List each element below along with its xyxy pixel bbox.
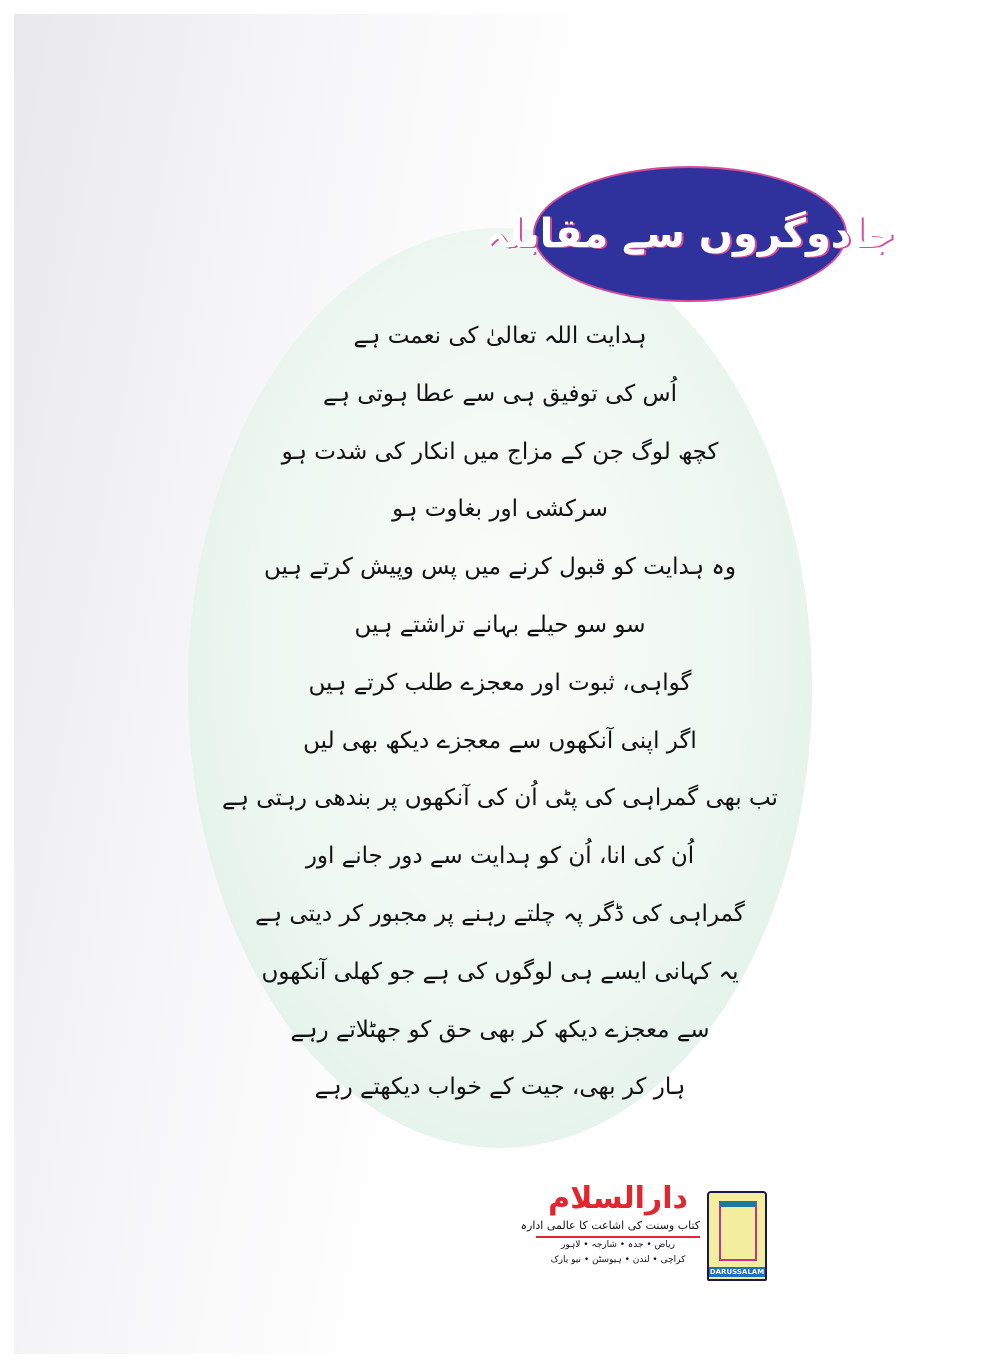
publisher-block <box>520 1180 700 1268</box>
blurb-line: گواہی، ثبوت اور معجزے طلب کرتے ہیں <box>308 669 692 696</box>
publisher-tagline: کتاب وسنت کی اشاعت کا عالمی ادارہ <box>536 1218 700 1238</box>
blurb-line: وہ ہدایت کو قبول کرنے میں پس وپیش کرتے ہیں <box>264 554 736 581</box>
blurb-line: اُس کی توفیق ہی سے عطا ہوتی ہے <box>322 380 678 407</box>
blurb-line: گمراہی کی ڈگر پہ چلتے رہنے پر مجبور کر دیتی ہے <box>255 900 745 927</box>
publisher-name: دارالسلام <box>548 1181 688 1216</box>
blurb <box>150 316 850 1125</box>
book-emblem-icon <box>719 1201 757 1261</box>
darussalam-logo-icon <box>707 1191 767 1281</box>
blurb-line: اگر اپنی آنکھوں سے معجزے دیکھ بھی لیں <box>303 727 697 754</box>
publisher-cities: ریاض • جدہ • شارجہ • لاہور <box>561 1240 675 1250</box>
blurb-line: سرکشی اور بغاوت ہو <box>392 496 608 523</box>
blurb-line: اُن کی انا، اُن کو ہدایت سے دور جانے اور <box>305 843 695 870</box>
blurb-line: ہدایت اللہ تعالیٰ کی نعمت ہے <box>353 323 647 349</box>
blurb-line: تب بھی گمراہی کی پٹی اُن کی آنکھوں پر بندھی رہتی ہے <box>222 785 778 812</box>
title-badge <box>484 168 896 300</box>
logo-text: DARUSSALAM <box>709 1268 765 1276</box>
book-title: جادوگروں سے مقابلہ <box>484 211 896 257</box>
blurb-line: یہ کہانی ایسے ہی لوگوں کی ہے جو کھلی آنکھوں <box>261 958 739 985</box>
blurb-line: سے معجزے دیکھ کر بھی حق کو جھٹلاتے رہے <box>290 1016 710 1043</box>
blurb-line: کچھ لوگ جن کے مزاج میں انکار کی شدت ہو <box>281 438 719 465</box>
blurb-line: سو سو حیلے بہانے تراشتے ہیں <box>354 611 646 638</box>
blurb-line: ہار کر بھی، جیت کے خواب دیکھتے رہے <box>314 1074 686 1101</box>
publisher-cities: کراچی • لندن • ہیوسٹن • نیو یارک <box>550 1255 686 1265</box>
